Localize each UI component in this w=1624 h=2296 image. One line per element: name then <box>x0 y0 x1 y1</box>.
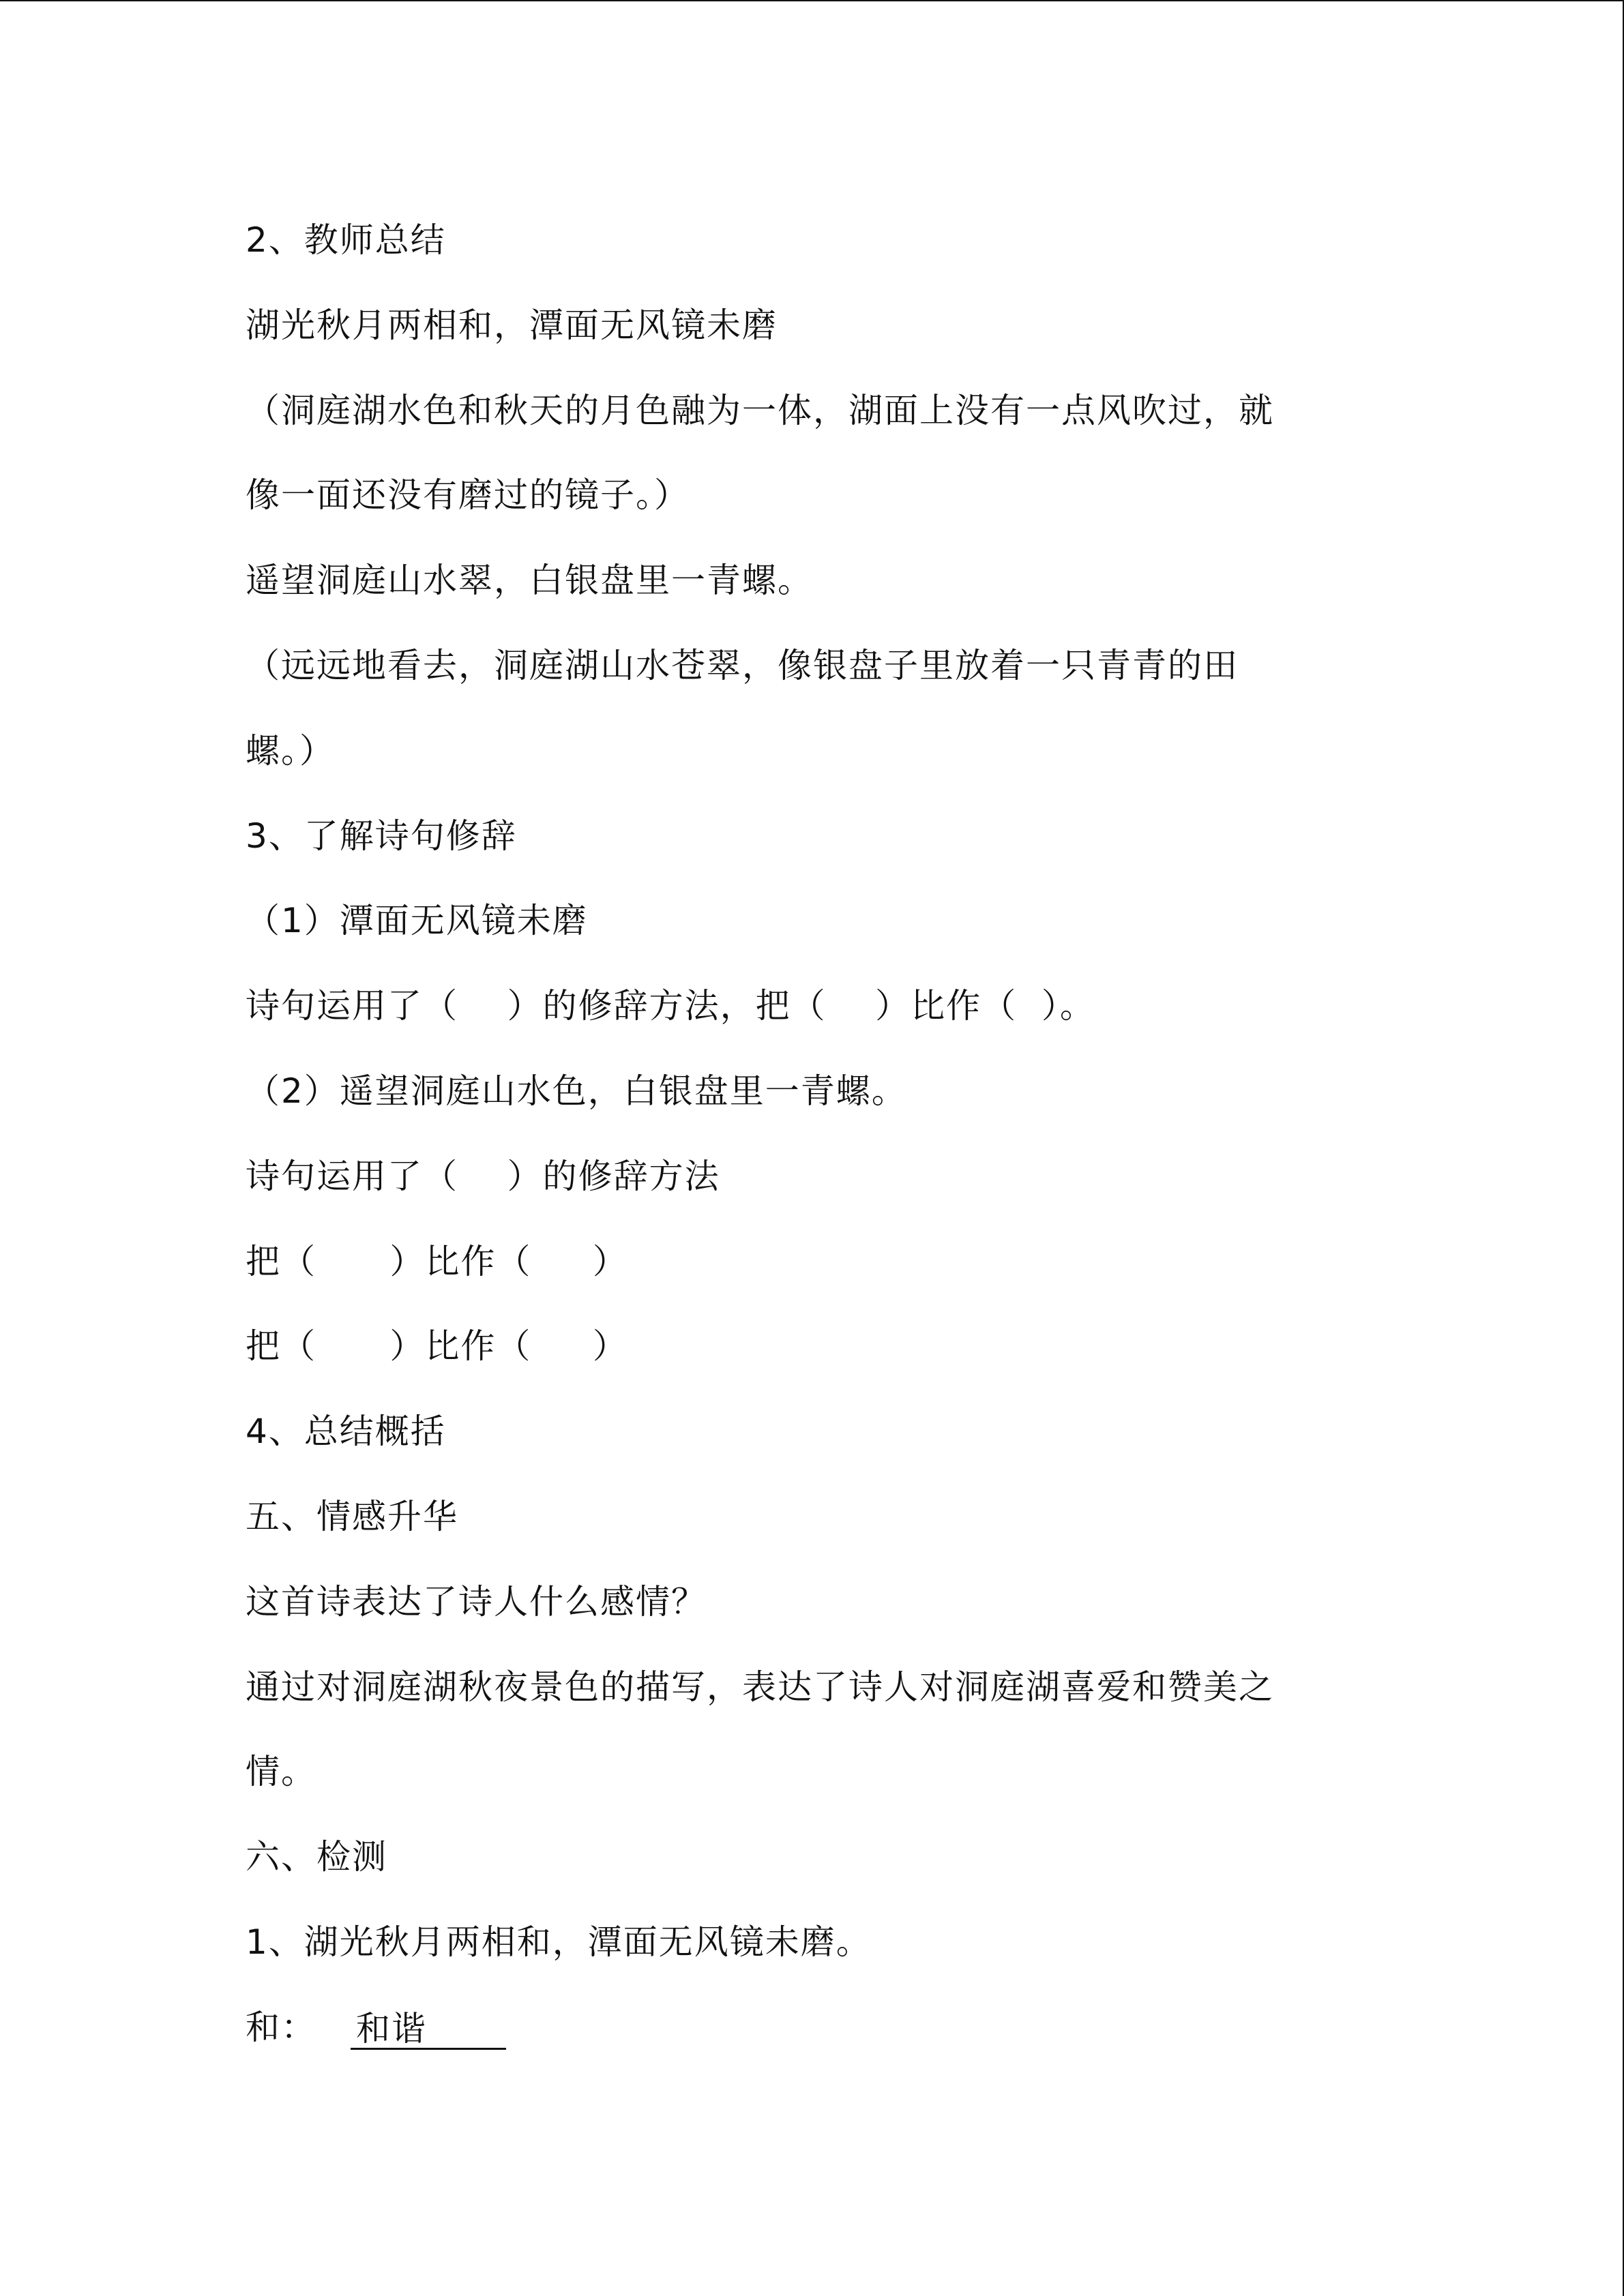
heading-summary: 4、总结概括 <box>246 1412 446 1452</box>
test-answer-label: 和： <box>246 2007 316 2047</box>
document-body <box>246 198 1364 2070</box>
heading-emotion: 五、情感升华 <box>246 1496 458 1536</box>
emotion-question: 这首诗表达了诗人什么感情？ <box>246 1581 707 1622</box>
emotion-answer-part-2: 情。 <box>246 1752 316 1792</box>
heading-test: 六、检测 <box>246 1837 387 1877</box>
poem-line-1: 湖光秋月两相和，潭面无风镜未磨 <box>246 305 778 345</box>
rhetoric-item-1: （1）潭面无风镜未磨 <box>246 901 588 941</box>
rhetoric-question-1: 诗句运用了（ ）的修辞方法，把（ ）比作（ ）。 <box>246 986 1095 1026</box>
emotion-answer-part-1: 通过对洞庭湖秋夜景色的描写，表达了诗人对洞庭湖喜爱和赞美之 <box>246 1667 1274 1707</box>
heading-rhetoric: 3、了解诗句修辞 <box>246 816 517 856</box>
translation-2-part-2: 螺。） <box>246 730 335 771</box>
rhetoric-blank-2: 把（ ）比作（ ） <box>246 1326 628 1367</box>
test-answer-line <box>246 1985 1364 2070</box>
rhetoric-item-2: （2）遥望洞庭山水色，白银盘里一青螺。 <box>246 1071 907 1111</box>
rhetoric-blank-1: 把（ ）比作（ ） <box>246 1241 628 1281</box>
test-answer-underlined: 和谐 <box>351 2010 506 2050</box>
poem-line-2: 遥望洞庭山水翠，白银盘里一青螺。 <box>246 561 813 601</box>
translation-1-part-2: 像一面还没有磨过的镜子。） <box>246 475 690 516</box>
translation-2-part-1: （远远地看去，洞庭湖山水苍翠，像银盘子里放着一只青青的田 <box>246 645 1239 685</box>
translation-1-part-1: （洞庭湖水色和秋天的月色融为一体，湖面上没有一点风吹过，就 <box>246 390 1274 430</box>
rhetoric-question-2: 诗句运用了（ ）的修辞方法 <box>246 1156 720 1196</box>
test-item-1: 1、湖光秋月两相和，潭面无风镜未磨。 <box>246 1922 872 1962</box>
heading-teacher-summary: 2、教师总结 <box>246 220 446 260</box>
